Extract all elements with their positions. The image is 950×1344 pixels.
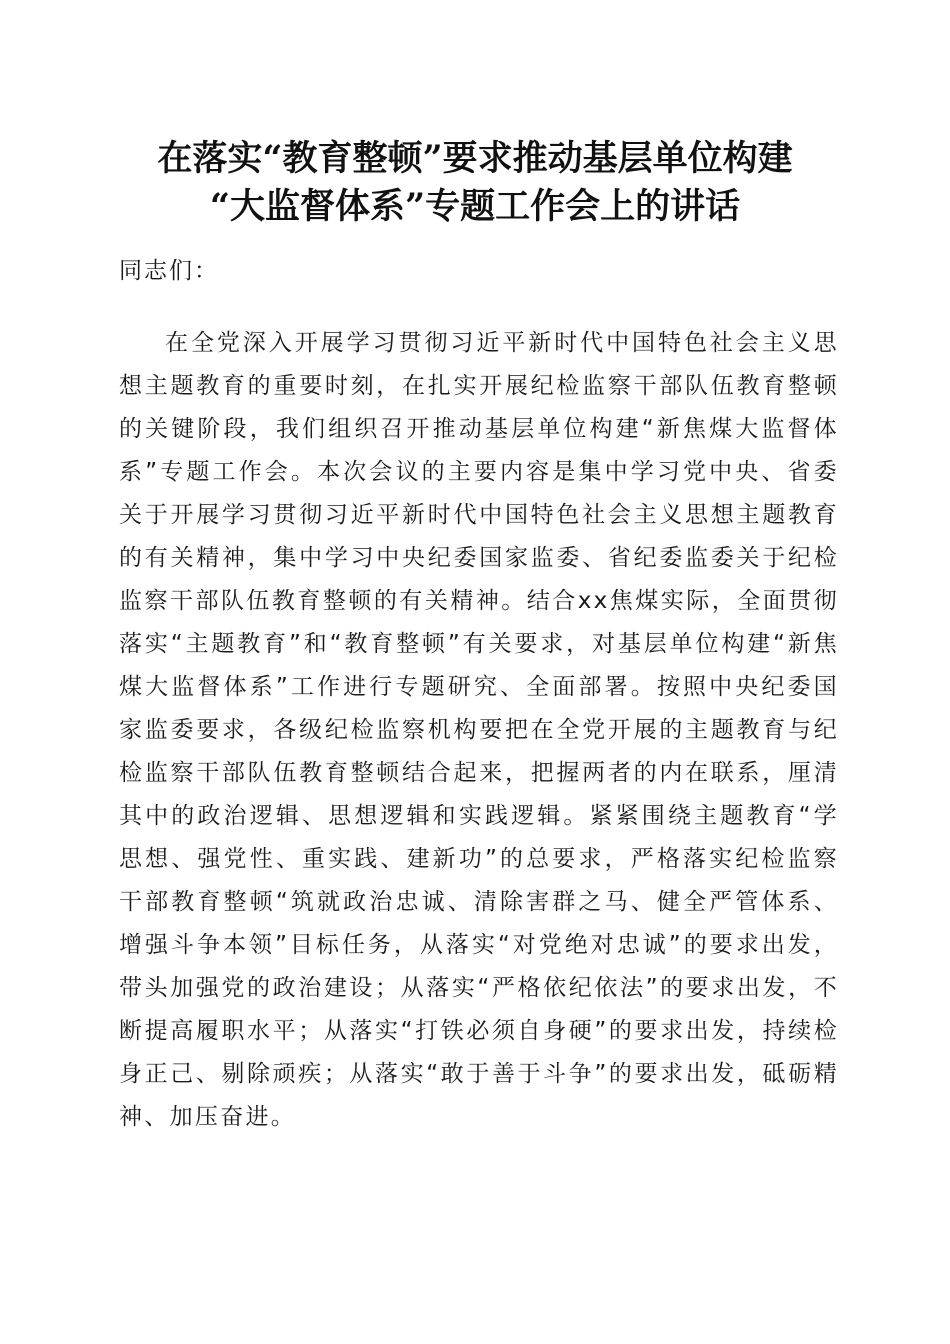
document-title-line-1: 在落实“教育整顿”要求推动基层单位构建 bbox=[157, 138, 793, 179]
document-title-line-2: “大监督体系”专题工作会上的讲话 bbox=[209, 186, 741, 227]
body-paragraph: 在全党深入开展学习贯彻习近平新时代中国特色社会主义思想主题教育的重要时刻，在扎实开展纪检监察干部队伍教育整顿的关键阶段，我们组织召开推动基层单位构建“新焦煤大监督体系”专题工作会。本次会议的主要内容是集中学习党中央、省委关于开展学习贯彻习近平新时代中国特色社会主义思想主题教育的有关精神，集中学习中央纪委国家监委、省纪委监委关于纪检监察干部队伍教育整顿的有关精神。结合xx焦煤实际，全面贯彻落实“主题教育”和“教育整顿”有关要求，对基层单位构建“新焦煤大监督体系”工作进行专题研究、全面部署。按照中央纪委国家监委要求，各级纪检监察机构要把在全党开展的主题教育与纪检监察干部队伍教育整顿结合起来，把握两者的内在联系，厘清其中的政治逻辑、思想逻辑和实践逻辑。紧紧围绕主题教育“学思想、强党性、重实践、建新功”的总要求，严格落实纪检监察干部教育整顿“筑就政治忠诚、清除害群之马、健全严管体系、增强斗争本领”目标任务，从落实“对党绝对忠诚”的要求出发，带头加强党的政治建设；从落实“严格依纪依法”的要求出发，不断提高履职水平；从落实“打铁必须自身硬”的要求出发，持续检身正己、剔除顽疾；从落实“敢于善于斗争”的要求出发，砥砺精神、加压奋进。 bbox=[119, 330, 839, 1130]
salutation: 同志们： bbox=[119, 258, 219, 284]
